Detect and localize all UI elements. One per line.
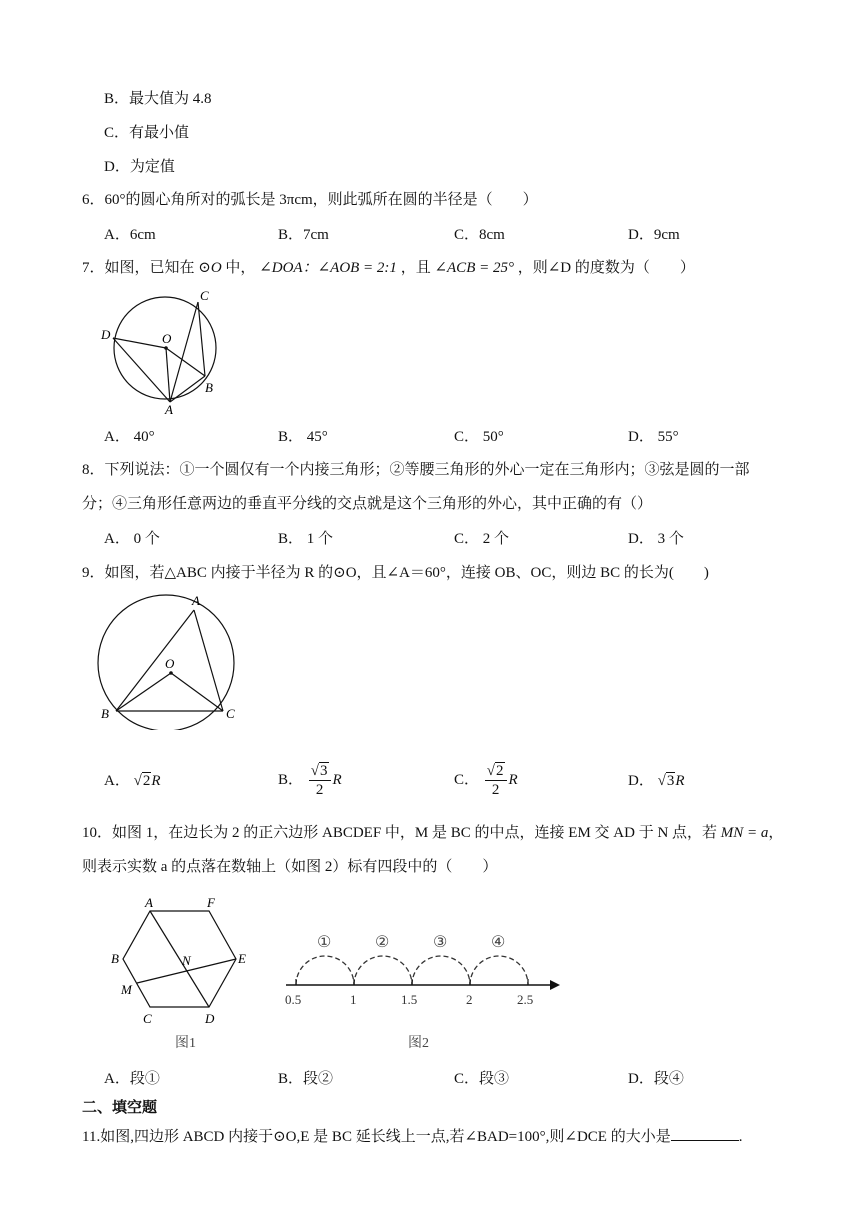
section-title-fill-blank: 二、填空题 [82, 1098, 158, 1116]
q7-option-c: C． 50° [454, 429, 504, 445]
q7-fig-label-c: C [200, 288, 209, 303]
q10-fig2-segment-3: ③ [433, 934, 448, 951]
q10-fig1-label-c: C [143, 1011, 152, 1026]
q7-fig-label-d: D [101, 327, 111, 342]
q9-option-c-den: 2 [491, 782, 500, 799]
q8-option-a: A． 0 个 [104, 531, 160, 547]
q9-option-b-r: R [332, 772, 342, 788]
q10-stem-line2: 则表示实数 a 的点落在数轴上（如图 2）标有四段中的（ ） [82, 859, 498, 875]
q10-fig1-label-n: N [182, 953, 191, 968]
q10-fig1-label-f: F [207, 895, 215, 910]
q7-option-b: B． 45° [278, 429, 328, 445]
q7-option-d: D． 55° [628, 429, 679, 445]
q10-fig1-label-e: E [238, 951, 246, 966]
q10-fig2-tick-2: 2 [466, 992, 473, 1007]
q10-fig1-label-d: D [205, 1011, 215, 1026]
q9-option-a-radicand: 2 [142, 773, 151, 789]
q9-stem: 9．如图，若△ABC 内接于半径为 R 的⊙O，且∠A＝60°，连接 OB、OC，则边 BC 的长为( ) [82, 565, 709, 581]
q10-stem-line1-text: 10．如图 1，在边长为 2 的正六边形 ABCDEF 中，M 是 BC 的中点，连接 EM 交 AD 于 N 点，若 [82, 825, 718, 841]
q5-option-d: D．为定值 [104, 159, 175, 175]
q9-option-c-num: 2 [496, 763, 504, 780]
q10-fig1-label-a: A [145, 895, 153, 910]
q5-option-c: C．有最小值 [104, 125, 190, 141]
q9-option-c-r: R [508, 772, 518, 788]
q9-option-d-label: D． [628, 773, 654, 789]
q7-fig-label-b: B [205, 380, 213, 395]
q9-option-c: C． $\frac{√2}{2}$ R [454, 763, 518, 799]
q7-option-a: A． 40° [104, 429, 155, 445]
q7-stem-and: ，且 [400, 260, 431, 276]
q5-option-b: B．最大值为 4.8 [104, 91, 212, 107]
q7-stem-mid: 中， [225, 260, 256, 276]
q7-fig-label-a: A [165, 402, 173, 417]
q7-fig-label-o: O [162, 331, 172, 346]
q9-option-a-label: A． [104, 773, 130, 789]
q9-fig-label-a: A [192, 593, 200, 608]
q9-option-a: A． √2R [104, 773, 161, 789]
q8-option-b: B． 1 个 [278, 531, 334, 547]
q10-fig2-segment-1: ① [317, 934, 332, 951]
q10-fig2-tick-1: 1 [350, 992, 357, 1007]
q9-option-b-num: 3 [320, 763, 328, 780]
q10-fig1-label-b: B [111, 951, 119, 966]
q10-stem-line1-math: MN = a [720, 825, 769, 841]
q7-stem-circle: ⊙O [198, 260, 222, 276]
q10-stem-line1-end: ， [768, 825, 784, 841]
q11-answer-blank [671, 1126, 739, 1141]
q9-option-b-den: 2 [315, 782, 324, 799]
q8-stem-line2: 分；④三角形任意两边的垂直平分线的交点就是这个三角形的外心，其中正确的有（） [82, 496, 653, 512]
q6-option-a: A．6cm [104, 227, 156, 243]
q7-stem [82, 258, 695, 278]
q11-stem-end: . [738, 1129, 743, 1145]
q10-fig2-caption: 图2 [408, 1036, 429, 1051]
q9-option-d-radicand: 3 [666, 773, 675, 789]
q6-stem: 6．60°的圆心角所对的弧长是 3πcm，则此弧所在圆的半径是（ ） [82, 192, 538, 208]
q6-option-b: B．7cm [278, 227, 329, 243]
q10-option-a: A．段① [104, 1071, 160, 1087]
q6-option-d: D．9cm [628, 227, 680, 243]
q9-fig-label-b: B [101, 706, 109, 721]
q10-fig2-tick-1-5: 1.5 [401, 992, 418, 1007]
q7-figure [95, 283, 230, 418]
q10-fig2-segment-2: ② [375, 934, 390, 951]
q10-option-d: D．段④ [628, 1071, 684, 1087]
q10-fig2-tick-2-5: 2.5 [517, 992, 534, 1007]
q10-stem-line1 [82, 823, 783, 843]
q10-option-c: C．段③ [454, 1071, 510, 1087]
q10-figure-2 [280, 925, 565, 1055]
q8-stem-line1: 8．下列说法：①一个圆仅有一个内接三角形；②等腰三角形的外心一定在三角形内；③弦是圆的一部 [82, 462, 750, 478]
q10-figure-1 [105, 893, 255, 1053]
q9-fig-label-c: C [226, 706, 235, 721]
q7-stem-suffix: ，则∠D 的度数为（ ） [517, 260, 695, 276]
q10-fig2-segment-4: ④ [491, 934, 506, 951]
q11-stem [82, 1126, 742, 1147]
q8-option-c: C． 2 个 [454, 531, 510, 547]
q10-fig1-label-m: M [121, 982, 132, 997]
q9-figure [95, 590, 250, 730]
q10-fig2-tick-0-5: 0.5 [285, 992, 302, 1007]
q7-stem-angles: ∠DOA：∠AOB = 2:1 [259, 260, 397, 276]
q9-option-c-label: C． [454, 772, 480, 788]
q9-option-d-r: R [675, 773, 685, 789]
q10-fig1-caption: 图1 [175, 1036, 196, 1051]
q9-fig-label-o: O [165, 656, 175, 671]
q6-option-c: C．8cm [454, 227, 505, 243]
q9-option-b: B． $\frac{√3}{2}$ R [278, 763, 342, 799]
q7-stem-acb: ∠ACB = 25° [434, 260, 514, 276]
q9-option-d: D． √3R [628, 773, 685, 789]
q7-stem-prefix: 7．如图，已知在 [82, 260, 195, 276]
q9-option-b-label: B． [278, 772, 304, 788]
q8-option-d: D． 3 个 [628, 531, 684, 547]
q11-stem-text: 11.如图,四边形 ABCD 内接于⊙O,E 是 BC 延长线上一点,若∠BAD=100°,则∠DCE 的大小是 [82, 1129, 671, 1145]
q9-option-a-r: R [151, 773, 161, 789]
q10-option-b: B．段② [278, 1071, 334, 1087]
